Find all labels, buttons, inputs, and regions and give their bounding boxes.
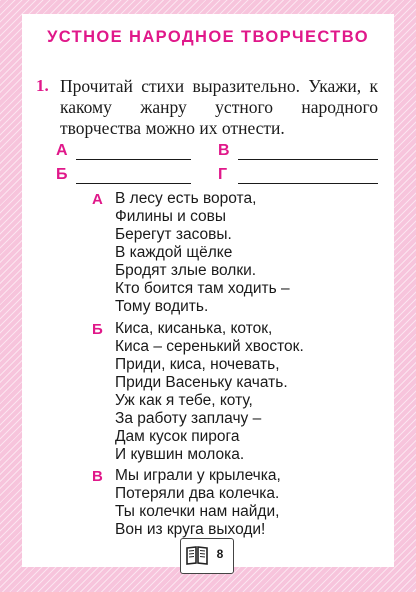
poem-line: И кувшин молока. [115, 446, 245, 463]
poem-line: Приди Васеньку качать. [115, 374, 288, 391]
task-instruction: Прочитай стихи выразительно. Укажи, к какому жанру устного народного творчества можно их отнести. [60, 76, 378, 138]
poem-lines [115, 467, 281, 539]
answer-field-v[interactable] [218, 142, 378, 162]
answer-letter: Г [218, 166, 228, 183]
poem-line: В каждой щёлке [115, 244, 233, 261]
answer-line[interactable] [238, 183, 378, 184]
task-number: 1. [36, 76, 49, 95]
poem-line: Уж как я тебе, коту, [115, 392, 253, 409]
poem-line: Потеряли два колечка. [115, 485, 280, 502]
poem-line: За работу заплачу – [115, 410, 262, 427]
poem-line: Бродят злые волки. [115, 262, 257, 279]
poem-line: Кто боится там ходить – [115, 280, 290, 297]
poem-line: Вон из круга выходи! [115, 521, 266, 538]
answer-field-a[interactable] [56, 142, 191, 162]
poem-label: Б [92, 321, 103, 338]
poem-line: Берегут засовы. [115, 226, 232, 243]
answer-line[interactable] [238, 159, 378, 160]
poem-line: Дам кусок пирога [115, 428, 240, 445]
poem-line: Филины и совы [115, 208, 227, 225]
poem-lines [115, 190, 290, 316]
poem-line: В лесу есть ворота, [115, 190, 257, 207]
book-icon [185, 543, 209, 572]
poem-line: Приди, киса, ночевать, [115, 356, 280, 373]
page-number-badge [180, 538, 234, 574]
worksheet-page [22, 14, 394, 567]
page-title: УСТНОЕ НАРОДНОЕ ТВОРЧЕСТВО [47, 28, 369, 46]
poem-label: А [92, 191, 103, 208]
poem-lines [115, 320, 304, 464]
answer-letter: Б [56, 166, 68, 183]
poem-line: Киса – серенький хвосток. [115, 338, 304, 355]
poem-label: В [92, 468, 103, 485]
answer-field-g[interactable] [218, 166, 378, 186]
answer-line[interactable] [76, 183, 191, 184]
answer-line[interactable] [76, 159, 191, 160]
answer-letter: А [56, 142, 68, 159]
poem-line: Мы играли у крылечка, [115, 467, 281, 484]
answer-field-b[interactable] [56, 166, 191, 186]
poem-line: Киса, кисанька, коток, [115, 320, 273, 337]
page-number: 8 [216, 547, 224, 561]
poem-line: Ты колечки нам найди, [115, 503, 280, 520]
answer-letter: В [218, 142, 230, 159]
poem-line: Тому водить. [115, 298, 209, 315]
